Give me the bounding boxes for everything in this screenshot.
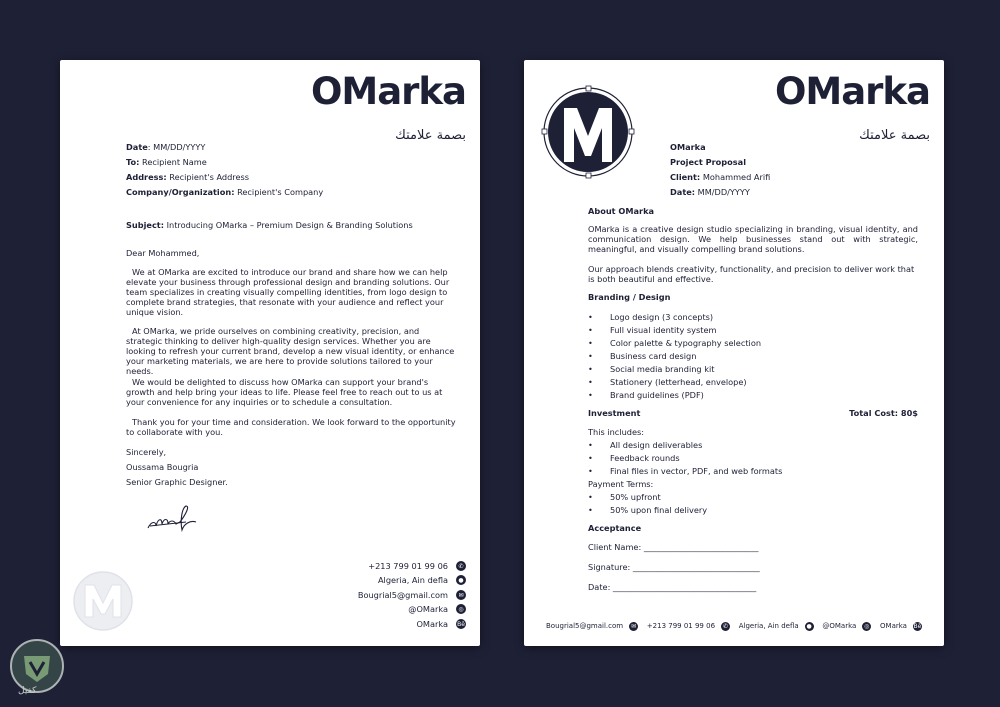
- phone-icon: ✆: [456, 561, 466, 571]
- client-name-line: Client Name: ____________________________: [588, 542, 759, 552]
- letter-address: Address: Recipient's Address: [126, 172, 250, 182]
- email-icon: ✉: [631, 622, 637, 630]
- letter-paragraph: We would be delighted to discuss how OMarka can support your brand's growth and help bring your ideas to life. Please feel free to reach out to us at your convenience for any inquiries or to schedule a consultation.: [126, 377, 443, 407]
- instagram-icon: ◎: [864, 622, 870, 630]
- contact-behance[interactable]: OMarka Bē: [416, 619, 465, 629]
- letter-company: Company/Organization: Recipient's Company: [126, 187, 324, 197]
- letter-to: To: Recipient Name: [126, 157, 207, 167]
- date-line: Date: ___________________________________: [588, 582, 757, 592]
- behance-icon: Bē: [457, 620, 465, 628]
- brand-logo-text: OMarka: [774, 70, 930, 113]
- monogram-watermark: [72, 570, 134, 632]
- proposal-footer-contacts: [546, 620, 922, 632]
- handwritten-signature: [146, 502, 198, 532]
- acceptance-heading: Acceptance: [588, 523, 642, 533]
- footer-phone: +213 799 01 99 06 ✆: [646, 622, 729, 630]
- signature-line: Signature: _______________________________: [588, 562, 760, 572]
- proposal-client: Client: Mohammed Arifi: [670, 172, 771, 182]
- brand-tagline-arabic: بصمة علامتك: [859, 128, 930, 143]
- signer-title: Senior Graphic Designer.: [126, 477, 228, 487]
- behance-icon: Bē: [913, 622, 922, 630]
- monogram-logo: [540, 84, 636, 180]
- project-proposal-page: OMarka بصمة علامتك OMarka Project Proposal Client: Mohammed Arifi Date: MM/DD/YYYY About OMarka OMarka is a creative design studio specializing in branding, visual identity, and communication design. We help businesses stand out with strategic, meaningful, and visually compelling brand solutions. Our approach blends creativity, functionality, and precision to deliver work that is both beautiful and effective. Branding / Design • Logo design (3 concepts) • Full visual identity system • Color palette & typography selection • Business card design • Social media branding kit • Stationery (letterhead, envelope) • Brand guidelines (PDF) Investment Total Cost: 80$ This includes: • All design deliverables • Feedback rounds • Final files in vector, PDF, and web formats Payment Terms: • 50% upfront • 50% upon final delivery Acceptance Client Name: ____________________________ Signature: _______________________________ Date: ___________________________________ Bougrial5@gmail.com ✉ +213 799 01 99 06 ✆ Algeria, Ain defla ● @OMarka ◎ OMarka Bē: [524, 60, 944, 646]
- footer-instagram[interactable]: @OMarka ◎: [822, 622, 870, 630]
- letter-date: Date: MM/DD/YYYY: [126, 142, 206, 152]
- letter-closing: Sincerely,: [126, 447, 167, 457]
- contact-instagram[interactable]: @OMarka ◎: [408, 603, 466, 615]
- proposal-date: Date: MM/DD/YYYY: [670, 187, 750, 197]
- phone-icon: ✆: [723, 622, 729, 630]
- includes-label: This includes:: [588, 427, 645, 437]
- branding-heading: Branding / Design: [588, 292, 671, 302]
- email-icon: ✉: [456, 590, 466, 600]
- watermark-badge: [4, 636, 70, 702]
- brand-tagline-arabic: بصمة علامتك: [395, 128, 466, 143]
- cover-letter-page: [60, 60, 480, 646]
- investment-heading: Investment: [588, 408, 641, 418]
- about-paragraph: Our approach blends creativity, functionality, and precision to deliver work that is both beautiful and effective.: [588, 264, 915, 284]
- contact-email[interactable]: Bougrial5@gmail.com ✉: [358, 589, 466, 601]
- watermark-text: كفيل: [18, 686, 37, 696]
- letter-paragraph: We at OMarka are excited to introduce our brand and share how we can help elevate your business through professional design and branding solutions. Our team specializes in creating visually compelling identities, from logo design to complete brand strategies, that resonate with your audience and reflect your unique vision.: [126, 267, 450, 317]
- signer-name: Oussama Bougria: [126, 462, 199, 472]
- brand-logo-text: OMarka: [310, 70, 466, 113]
- location-icon: ●: [806, 622, 812, 630]
- letter-subject: Subject: Introducing OMarka – Premium Design & Branding Solutions: [126, 220, 413, 230]
- instagram-icon: ◎: [456, 604, 466, 614]
- proposal-doc-type: Project Proposal: [670, 157, 746, 167]
- footer-location: Algeria, Ain defla ●: [738, 622, 812, 630]
- about-heading: About OMarka: [588, 206, 655, 216]
- shield-logo-icon: [4, 636, 70, 702]
- about-paragraph: OMarka is a creative design studio specializing in branding, visual identity, and communication design. We help businesses stand out with strategic, meaningful, and visually compelling brand solutions.: [588, 224, 918, 254]
- location-icon: ●: [456, 575, 466, 585]
- letter-salutation: Dear Mohammed,: [126, 248, 200, 258]
- proposal-company: OMarka: [670, 142, 706, 152]
- letter-paragraph: Thank you for your time and consideration. We look forward to the opportunity to collaborate with you.: [126, 417, 456, 437]
- letter-paragraph: At OMarka, we pride ourselves on combining creativity, precision, and strategic thinking to deliver high-quality design services. Whether you are looking to refresh your current brand, develop a new visual identity, or enhance your marketing materials, we are here to provide solutions tailored to your needs.: [126, 326, 455, 376]
- total-cost: Total Cost: 80$: [849, 408, 918, 418]
- contact-phone: +213 799 01 99 06 ✆: [368, 560, 466, 572]
- footer-email[interactable]: Bougrial5@gmail.com ✉: [546, 622, 637, 630]
- payment-label: Payment Terms:: [588, 479, 654, 489]
- footer-behance[interactable]: OMarka Bē: [880, 622, 922, 630]
- contact-location: Algeria, Ain defla ●: [378, 574, 466, 586]
